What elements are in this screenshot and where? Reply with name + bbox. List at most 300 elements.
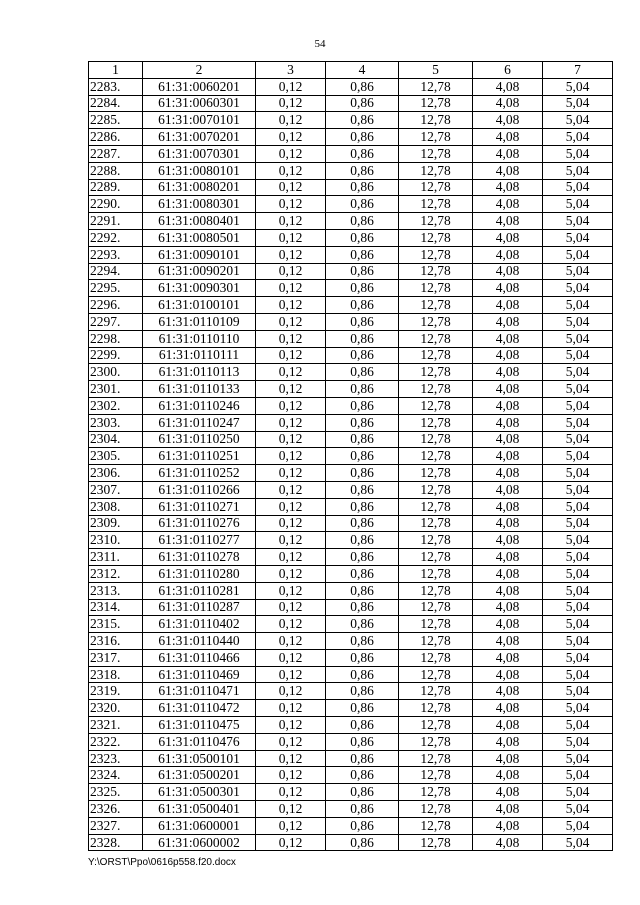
table-cell: 5,04 — [543, 347, 613, 364]
table-row — [89, 347, 613, 364]
table-cell: 2286. — [89, 129, 143, 146]
table-cell: 0,86 — [326, 633, 399, 650]
table-row — [89, 549, 613, 566]
column-header: 3 — [256, 62, 326, 79]
table-cell: 0,86 — [326, 162, 399, 179]
column-header: 6 — [473, 62, 543, 79]
table-cell: 0,86 — [326, 280, 399, 297]
table-cell: 0,86 — [326, 229, 399, 246]
table-cell: 4,08 — [473, 431, 543, 448]
table-cell: 2313. — [89, 582, 143, 599]
table-cell: 4,08 — [473, 717, 543, 734]
table-cell: 4,08 — [473, 801, 543, 818]
table-cell: 5,04 — [543, 750, 613, 767]
table-cell: 12,78 — [399, 700, 473, 717]
table-cell: 4,08 — [473, 78, 543, 95]
table-cell: 12,78 — [399, 145, 473, 162]
table-cell: 2324. — [89, 767, 143, 784]
table-cell: 4,08 — [473, 817, 543, 834]
table-cell: 0,86 — [326, 717, 399, 734]
table-cell: 0,12 — [256, 834, 326, 851]
table-cell: 0,12 — [256, 532, 326, 549]
table-cell: 5,04 — [543, 179, 613, 196]
table-cell: 2302. — [89, 397, 143, 414]
table-cell: 0,86 — [326, 733, 399, 750]
table-cell: 12,78 — [399, 229, 473, 246]
table-row — [89, 481, 613, 498]
table-row — [89, 397, 613, 414]
table-cell: 5,04 — [543, 733, 613, 750]
table-row — [89, 381, 613, 398]
table-cell: 61:31:0500401 — [143, 801, 256, 818]
table-cell: 2311. — [89, 549, 143, 566]
table-cell: 0,12 — [256, 162, 326, 179]
table-cell: 5,04 — [543, 145, 613, 162]
table-cell: 2307. — [89, 481, 143, 498]
table-cell: 4,08 — [473, 364, 543, 381]
table-cell: 5,04 — [543, 616, 613, 633]
page-number: 54 — [314, 38, 326, 50]
table-cell: 12,78 — [399, 414, 473, 431]
table-cell: 2297. — [89, 313, 143, 330]
table-cell: 12,78 — [399, 213, 473, 230]
table-cell: 2328. — [89, 834, 143, 851]
table-row — [89, 213, 613, 230]
table-cell: 2306. — [89, 465, 143, 482]
table-cell: 5,04 — [543, 767, 613, 784]
table-cell: 61:31:0110133 — [143, 381, 256, 398]
table-row — [89, 834, 613, 851]
table-cell: 4,08 — [473, 481, 543, 498]
table-cell: 4,08 — [473, 145, 543, 162]
table-cell: 2299. — [89, 347, 143, 364]
table-cell: 0,12 — [256, 397, 326, 414]
table-cell: 12,78 — [399, 431, 473, 448]
table-cell: 4,08 — [473, 162, 543, 179]
table-cell: 2285. — [89, 112, 143, 129]
column-header: 7 — [543, 62, 613, 79]
table-cell: 12,78 — [399, 481, 473, 498]
table-cell: 12,78 — [399, 599, 473, 616]
table-cell: 0,86 — [326, 78, 399, 95]
table-cell: 0,86 — [326, 431, 399, 448]
table-cell: 0,12 — [256, 700, 326, 717]
table-row — [89, 616, 613, 633]
table-cell: 5,04 — [543, 599, 613, 616]
table-cell: 0,86 — [326, 213, 399, 230]
table-row — [89, 498, 613, 515]
table-row — [89, 700, 613, 717]
table-cell: 0,12 — [256, 616, 326, 633]
table-cell: 4,08 — [473, 700, 543, 717]
table-row — [89, 414, 613, 431]
table-cell: 2312. — [89, 565, 143, 582]
table-cell: 0,12 — [256, 817, 326, 834]
table-row — [89, 313, 613, 330]
table-cell: 12,78 — [399, 381, 473, 398]
table-cell: 4,08 — [473, 834, 543, 851]
table-cell: 0,12 — [256, 666, 326, 683]
table-cell: 12,78 — [399, 263, 473, 280]
table-cell: 61:31:0110278 — [143, 549, 256, 566]
table-cell: 2288. — [89, 162, 143, 179]
table-row — [89, 465, 613, 482]
table-cell: 4,08 — [473, 666, 543, 683]
table-cell: 5,04 — [543, 498, 613, 515]
table-cell: 0,12 — [256, 179, 326, 196]
table-cell: 0,86 — [326, 565, 399, 582]
table-cell: 61:31:0110271 — [143, 498, 256, 515]
table-cell: 2318. — [89, 666, 143, 683]
table-cell: 5,04 — [543, 364, 613, 381]
table-cell: 61:31:0110280 — [143, 565, 256, 582]
table-cell: 2321. — [89, 717, 143, 734]
table-cell: 12,78 — [399, 196, 473, 213]
table-cell: 0,86 — [326, 129, 399, 146]
table-cell: 61:31:0110287 — [143, 599, 256, 616]
table-cell: 0,12 — [256, 213, 326, 230]
table-cell: 12,78 — [399, 347, 473, 364]
table-cell: 12,78 — [399, 297, 473, 314]
table-cell: 0,86 — [326, 313, 399, 330]
table-cell: 5,04 — [543, 229, 613, 246]
table-cell: 12,78 — [399, 683, 473, 700]
table-cell: 4,08 — [473, 280, 543, 297]
table-cell: 0,86 — [326, 179, 399, 196]
table-cell: 4,08 — [473, 599, 543, 616]
table-cell: 5,04 — [543, 431, 613, 448]
table-cell: 4,08 — [473, 330, 543, 347]
table-cell: 0,12 — [256, 196, 326, 213]
table-cell: 4,08 — [473, 515, 543, 532]
table-cell: 0,12 — [256, 431, 326, 448]
table-cell: 0,86 — [326, 145, 399, 162]
table-row — [89, 649, 613, 666]
table-cell: 61:31:0110476 — [143, 733, 256, 750]
table-cell: 4,08 — [473, 196, 543, 213]
table-cell: 61:31:0070101 — [143, 112, 256, 129]
table-cell: 2283. — [89, 78, 143, 95]
table-cell: 0,86 — [326, 817, 399, 834]
table-cell: 4,08 — [473, 767, 543, 784]
table-cell: 12,78 — [399, 78, 473, 95]
table-cell: 0,12 — [256, 330, 326, 347]
table-cell: 12,78 — [399, 633, 473, 650]
table-cell: 4,08 — [473, 498, 543, 515]
table-row — [89, 767, 613, 784]
table-cell: 5,04 — [543, 313, 613, 330]
table-cell: 5,04 — [543, 717, 613, 734]
table-cell: 12,78 — [399, 515, 473, 532]
table-cell: 5,04 — [543, 532, 613, 549]
table-cell: 0,12 — [256, 246, 326, 263]
table-cell: 5,04 — [543, 414, 613, 431]
table-row — [89, 112, 613, 129]
table-cell: 61:31:0060201 — [143, 78, 256, 95]
table-cell: 61:31:0500301 — [143, 784, 256, 801]
table-cell: 0,12 — [256, 801, 326, 818]
table-row — [89, 717, 613, 734]
table-cell: 61:31:0110251 — [143, 448, 256, 465]
table-cell: 2304. — [89, 431, 143, 448]
table-cell: 5,04 — [543, 129, 613, 146]
table-cell: 4,08 — [473, 448, 543, 465]
table-cell: 0,86 — [326, 700, 399, 717]
table-cell: 2314. — [89, 599, 143, 616]
table-cell: 0,12 — [256, 633, 326, 650]
table-cell: 4,08 — [473, 616, 543, 633]
table-cell: 5,04 — [543, 700, 613, 717]
table-row — [89, 196, 613, 213]
table-cell: 0,12 — [256, 549, 326, 566]
table-cell: 12,78 — [399, 733, 473, 750]
table-cell: 4,08 — [473, 549, 543, 566]
table-cell: 0,86 — [326, 683, 399, 700]
table-cell: 2301. — [89, 381, 143, 398]
table-row — [89, 515, 613, 532]
table-header-row — [89, 62, 613, 79]
footer-file-path: Y:\ORST\Ppo\0616p558.f20.docx — [88, 857, 236, 868]
table-cell: 0,86 — [326, 649, 399, 666]
table-cell: 61:31:0600002 — [143, 834, 256, 851]
table-cell: 4,08 — [473, 414, 543, 431]
table-cell: 2287. — [89, 145, 143, 162]
table-cell: 4,08 — [473, 246, 543, 263]
table-cell: 5,04 — [543, 633, 613, 650]
table-cell: 4,08 — [473, 633, 543, 650]
table-cell: 4,08 — [473, 397, 543, 414]
table-cell: 12,78 — [399, 498, 473, 515]
table-cell: 12,78 — [399, 649, 473, 666]
table-cell: 5,04 — [543, 582, 613, 599]
table-cell: 12,78 — [399, 313, 473, 330]
table-cell: 5,04 — [543, 280, 613, 297]
table-cell: 2292. — [89, 229, 143, 246]
table-row — [89, 666, 613, 683]
table-cell: 4,08 — [473, 95, 543, 112]
table-cell: 2289. — [89, 179, 143, 196]
table-cell: 12,78 — [399, 834, 473, 851]
table-cell: 61:31:0070201 — [143, 129, 256, 146]
table-cell: 0,86 — [326, 397, 399, 414]
table-cell: 0,86 — [326, 599, 399, 616]
table-row — [89, 733, 613, 750]
table-cell: 5,04 — [543, 78, 613, 95]
table-cell: 2322. — [89, 733, 143, 750]
table-cell: 0,86 — [326, 498, 399, 515]
table-cell: 5,04 — [543, 481, 613, 498]
table-cell: 0,12 — [256, 750, 326, 767]
table-cell: 12,78 — [399, 565, 473, 582]
table-row — [89, 801, 613, 818]
table-cell: 61:31:0110440 — [143, 633, 256, 650]
table-cell: 2295. — [89, 280, 143, 297]
table-cell: 4,08 — [473, 750, 543, 767]
table-cell: 0,12 — [256, 414, 326, 431]
table-cell: 0,12 — [256, 582, 326, 599]
table-cell: 4,08 — [473, 112, 543, 129]
table-cell: 5,04 — [543, 465, 613, 482]
table-cell: 2296. — [89, 297, 143, 314]
table-cell: 61:31:0090301 — [143, 280, 256, 297]
table-cell: 0,86 — [326, 448, 399, 465]
table-cell: 61:31:0110277 — [143, 532, 256, 549]
table-cell: 0,86 — [326, 465, 399, 482]
data-table — [88, 61, 613, 851]
table-cell: 0,86 — [326, 616, 399, 633]
table-row — [89, 683, 613, 700]
table-cell: 2298. — [89, 330, 143, 347]
table-cell: 0,86 — [326, 381, 399, 398]
table-cell: 0,12 — [256, 364, 326, 381]
table-cell: 12,78 — [399, 532, 473, 549]
table-cell: 4,08 — [473, 229, 543, 246]
table-cell: 0,12 — [256, 145, 326, 162]
table-cell: 0,12 — [256, 313, 326, 330]
table-cell: 2319. — [89, 683, 143, 700]
table-row — [89, 565, 613, 582]
table-row — [89, 145, 613, 162]
table-cell: 0,12 — [256, 784, 326, 801]
table-row — [89, 448, 613, 465]
table-cell: 5,04 — [543, 381, 613, 398]
table-cell: 2325. — [89, 784, 143, 801]
table-cell: 0,12 — [256, 717, 326, 734]
table-cell: 5,04 — [543, 549, 613, 566]
table-cell: 5,04 — [543, 448, 613, 465]
table-cell: 0,12 — [256, 112, 326, 129]
table-cell: 2284. — [89, 95, 143, 112]
column-header: 5 — [399, 62, 473, 79]
table-cell: 12,78 — [399, 549, 473, 566]
table-cell: 4,08 — [473, 683, 543, 700]
table-cell: 4,08 — [473, 213, 543, 230]
table-cell: 0,12 — [256, 280, 326, 297]
table-cell: 2326. — [89, 801, 143, 818]
table-cell: 5,04 — [543, 565, 613, 582]
table-cell: 12,78 — [399, 246, 473, 263]
table-cell: 61:31:0070301 — [143, 145, 256, 162]
table-cell: 0,86 — [326, 834, 399, 851]
table-cell: 61:31:0110111 — [143, 347, 256, 364]
table-cell: 2327. — [89, 817, 143, 834]
table-row — [89, 280, 613, 297]
table-cell: 61:31:0110475 — [143, 717, 256, 734]
table-row — [89, 78, 613, 95]
table-cell: 0,86 — [326, 481, 399, 498]
table-cell: 61:31:0110109 — [143, 313, 256, 330]
table-row — [89, 229, 613, 246]
table-cell: 0,12 — [256, 347, 326, 364]
table-cell: 2305. — [89, 448, 143, 465]
table-cell: 4,08 — [473, 179, 543, 196]
table-row — [89, 532, 613, 549]
table-cell: 0,86 — [326, 801, 399, 818]
table-cell: 2315. — [89, 616, 143, 633]
table-cell: 12,78 — [399, 280, 473, 297]
table-cell: 61:31:0110252 — [143, 465, 256, 482]
table-cell: 12,78 — [399, 448, 473, 465]
table-cell: 61:31:0500101 — [143, 750, 256, 767]
table-row — [89, 784, 613, 801]
table-cell: 0,86 — [326, 666, 399, 683]
table-cell: 0,86 — [326, 532, 399, 549]
table-cell: 61:31:0110466 — [143, 649, 256, 666]
table-row — [89, 162, 613, 179]
table-cell: 12,78 — [399, 666, 473, 683]
table-cell: 61:31:0110110 — [143, 330, 256, 347]
table-cell: 0,12 — [256, 767, 326, 784]
table-cell: 4,08 — [473, 347, 543, 364]
table-cell: 2290. — [89, 196, 143, 213]
table-cell: 0,86 — [326, 767, 399, 784]
table-cell: 0,86 — [326, 196, 399, 213]
table-cell: 5,04 — [543, 246, 613, 263]
table-cell: 0,86 — [326, 297, 399, 314]
table-cell: 61:31:0080201 — [143, 179, 256, 196]
table-cell: 4,08 — [473, 465, 543, 482]
table-cell: 5,04 — [543, 297, 613, 314]
table-cell: 61:31:0080501 — [143, 229, 256, 246]
table-cell: 61:31:0100101 — [143, 297, 256, 314]
table-row — [89, 364, 613, 381]
table-cell: 61:31:0060301 — [143, 95, 256, 112]
table-cell: 5,04 — [543, 834, 613, 851]
table-cell: 4,08 — [473, 532, 543, 549]
table-cell: 61:31:0080401 — [143, 213, 256, 230]
table-cell: 5,04 — [543, 666, 613, 683]
table-cell: 0,12 — [256, 381, 326, 398]
table-cell: 0,86 — [326, 330, 399, 347]
table-cell: 5,04 — [543, 817, 613, 834]
table-cell: 0,12 — [256, 95, 326, 112]
table-cell: 12,78 — [399, 784, 473, 801]
table-cell: 5,04 — [543, 263, 613, 280]
table-cell: 12,78 — [399, 95, 473, 112]
table-cell: 0,12 — [256, 263, 326, 280]
table-cell: 0,12 — [256, 565, 326, 582]
table-cell: 61:31:0110247 — [143, 414, 256, 431]
table-cell: 61:31:0090101 — [143, 246, 256, 263]
table-cell: 61:31:0110472 — [143, 700, 256, 717]
table-cell: 5,04 — [543, 162, 613, 179]
table-cell: 61:31:0110266 — [143, 481, 256, 498]
table-cell: 4,08 — [473, 381, 543, 398]
table-cell: 2308. — [89, 498, 143, 515]
table-row — [89, 431, 613, 448]
table-cell: 4,08 — [473, 263, 543, 280]
table-cell: 61:31:0110250 — [143, 431, 256, 448]
column-header: 2 — [143, 62, 256, 79]
table-cell: 61:31:0080301 — [143, 196, 256, 213]
table-cell: 0,12 — [256, 498, 326, 515]
table-cell: 12,78 — [399, 465, 473, 482]
table-cell: 4,08 — [473, 582, 543, 599]
table-cell: 0,12 — [256, 733, 326, 750]
table-cell: 5,04 — [543, 397, 613, 414]
table-cell: 61:31:0090201 — [143, 263, 256, 280]
column-header: 4 — [326, 62, 399, 79]
table-cell: 0,86 — [326, 784, 399, 801]
table-row — [89, 582, 613, 599]
table-cell: 0,86 — [326, 549, 399, 566]
table-row — [89, 297, 613, 314]
table-cell: 12,78 — [399, 364, 473, 381]
table-cell: 5,04 — [543, 95, 613, 112]
table-cell: 4,08 — [473, 565, 543, 582]
table-cell: 12,78 — [399, 112, 473, 129]
table-cell: 0,86 — [326, 95, 399, 112]
